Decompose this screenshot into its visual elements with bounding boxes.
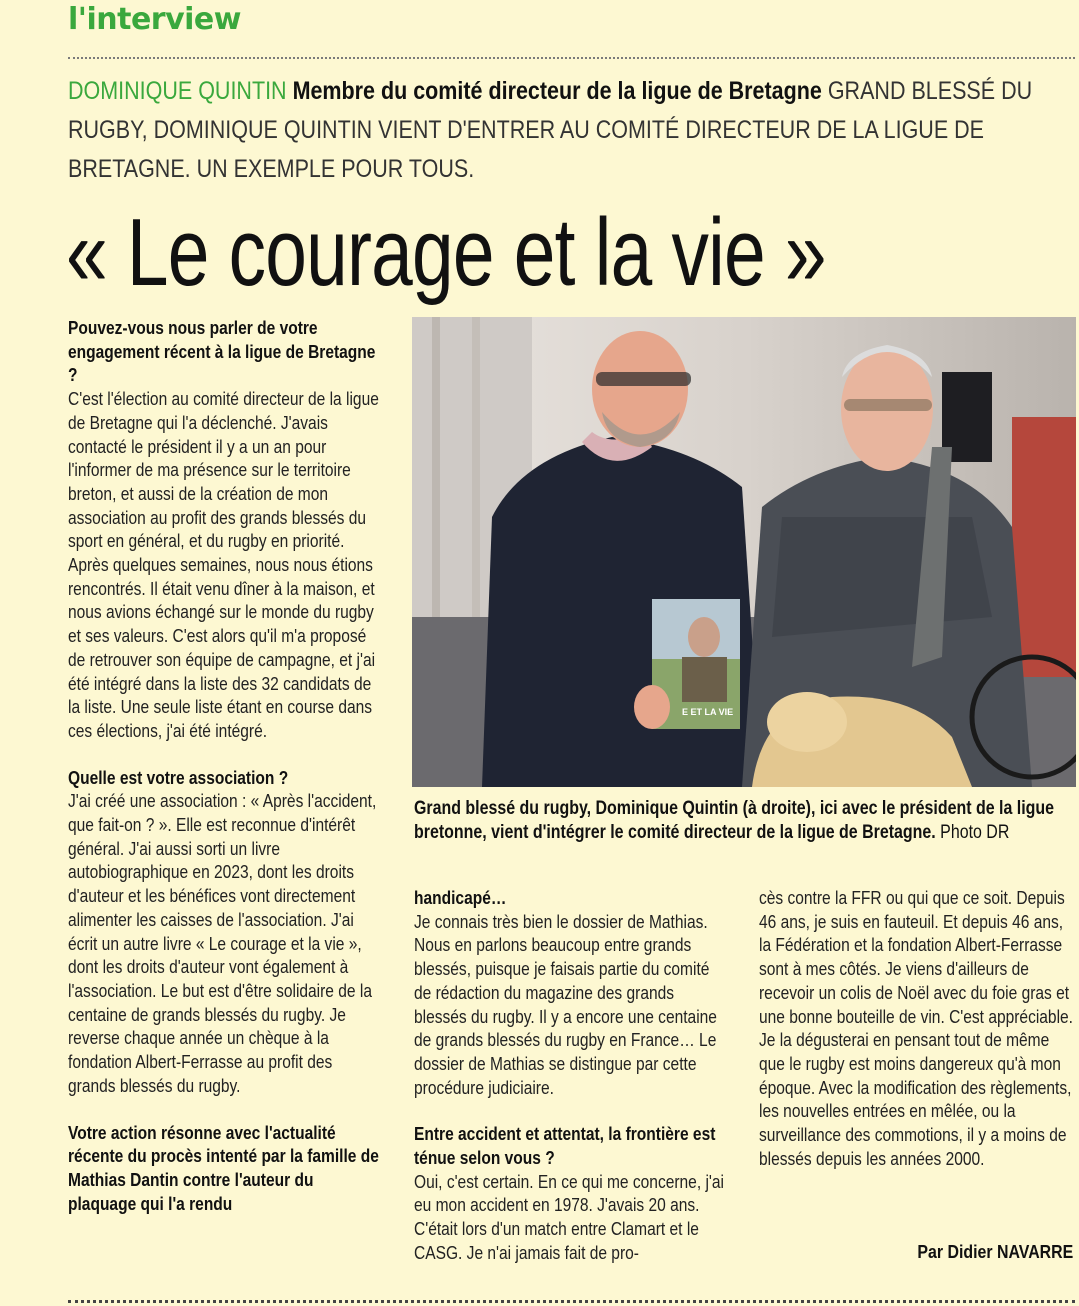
question-3: Votre action résonne avec l'actualité récente du procès intenté par la famille de Mathias Dantin contre l'auteur du plaquage qui l'a rendu [68,1121,379,1214]
intro-lede: GRAND BLESSÉ DU RUGBY, DOMINIQUE QUINTIN VIENT D'ENTRER AU COMITÉ DIRECTEUR DE LA LIGUE DE BRETAGNE. UN EXEMPLE POUR TOUS. [68,77,1033,183]
answer-4: Oui, c'est certain. En ce qui me concerne, j'ai eu mon accident en 1978. J'avais 20 ans. C'était lors d'un match entre Clamart et le CASG. Je n'ai jamais fait de pro- [414,1170,724,1263]
intro-role: Membre du comité directeur de la ligue de Bretagne [292,77,822,105]
answer-3: Je connais très bien le dossier de Mathias. Nous en parlons beaucoup entre grands blessés, puisque je faisais partie du comité de rédaction du magazine des grands blessés du rugby. Il y a encore une centaine de grands blessés du rugby en France… Le dossier de Mathias se distingue par cette procédure judiciaire. [414,910,717,1098]
top-divider [68,57,1075,59]
question-3-end: handicapé… [414,887,507,908]
intro-standfirst [68,72,1074,189]
question-2: Quelle est votre association ? [68,766,289,788]
byline: Par Didier NAVARRE [917,1241,1073,1262]
answer-1: C'est l'élection au comité directeur de la ligue de Bretagne qui l'a déclenché. J'avais contacté le président il y a un an pour l'informer de ma présence sur le territoire breton, et aussi de la création de mon association au profit des grands blessés du sport en général, et du rugby en priorité. Après quelques semaines, nous nous étions rencontrés. Il était venu dîner à la maison, et nous avions échangé sur le monde du rugby et ses valeurs. C'est alors qu'il m'a proposé de retrouver son équipe de campagne, et j'ai été intégré dans la liste des 32 candidats de la liste. Une seule liste étant en course dans ces élections, j'ai été intégré. [68,388,379,741]
intro-name: DOMINIQUE QUINTIN [68,77,287,105]
photo-caption [414,797,1074,844]
column-1 [68,316,444,1215]
section-kicker: l'interview [68,2,241,37]
answer-4-continued: cès contre la FFR ou qui que ce soit. Depuis 46 ans, je suis en fauteuil. Et depuis 46 ans, la Fédération et la fondation Albert-Ferrasse sont à mes côtés. Je viens d'ailleurs de recevoir un colis de Noël avec du foie gras et une bonne bouteille de vin. C'est appréciable. Je la dégusterai en pensant tout de même que le rugby est moins dangereux qu'à mon époque. Avec la modification des règlements, les nouvelles entrées en mêlée, ou la surveillance des commotions, il y a moins de blessés depuis les années 2000. [759,887,1073,1169]
question-4: Entre accident et attentat, la frontière est ténue selon vous ? [414,1123,716,1169]
question-1: Pouvez-vous nous parler de votre engagement récent à la ligue de Bretagne ? [68,317,376,386]
column-3 [759,886,1079,1170]
column-2 [414,886,788,1265]
book-cover-text: E ET LA VIE [682,707,734,717]
photo-illustration [412,317,1076,787]
bottom-divider [68,1300,1075,1303]
article-photo [412,317,1076,787]
caption-text: Grand blessé du rugby, Dominique Quintin (à droite), ici avec le président de la ligue bretonne, vient d'intégrer le comité directeur de la ligue de Bretagne. [414,798,1055,843]
caption-credit: Photo DR [940,821,1010,843]
answer-2: J'ai créé une association : « Après l'accident, que fait-on ? ». Elle est reconnue d'intérêt général. J'ai aussi sorti un livre autobiographique en 2023, dont les droits d'auteur et les bénéfices vont directement alimenter les caisses de l'association. J'ai écrit un autre livre « Le courage et la vie », dont les droits d'auteur vont également à l'association. Le but est d'être solidaire de la centaine de grands blessés du rugby. Je reverse chaque année un chèque à la fondation Albert-Ferrasse au profit des grands blessés du rugby. [68,790,377,1096]
headline: « Le courage et la vie » [66,199,826,306]
